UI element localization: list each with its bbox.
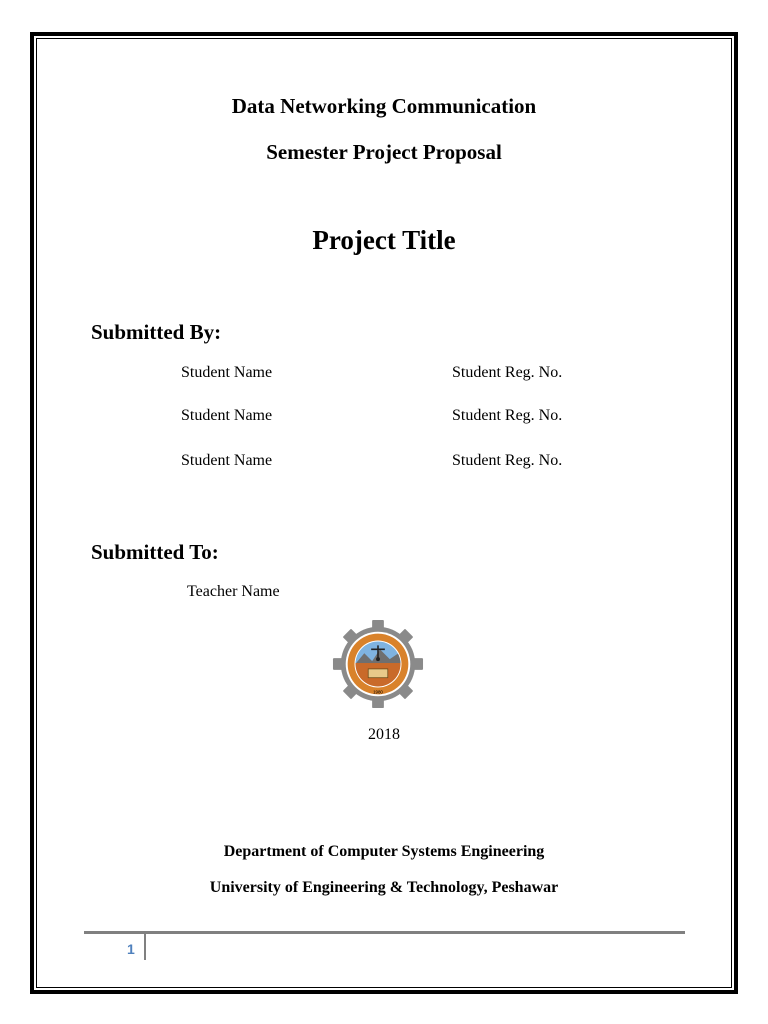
year: 2018 [368, 726, 400, 743]
teacher-name: Teacher Name [187, 583, 280, 600]
document-type: Semester Project Proposal [266, 140, 502, 164]
student-reg-no: Student Reg. No. [452, 452, 563, 469]
student-name: Student Name [181, 452, 273, 469]
department-name: Department of Computer Systems Engineering [223, 843, 545, 860]
university-seal-logo [329, 618, 427, 710]
submitted-to-heading: Submitted To: [91, 540, 219, 564]
project-title: Project Title [312, 225, 456, 255]
submitted-by-heading: Submitted By: [91, 320, 222, 344]
course-title: Data Networking Communication [231, 94, 537, 118]
student-reg-no: Student Reg. No. [452, 407, 563, 424]
student-name: Student Name [181, 407, 273, 424]
student-name: Student Name [181, 364, 273, 381]
student-reg-no: Student Reg. No. [452, 364, 563, 381]
footer-divider [84, 931, 685, 934]
page-number-separator [144, 934, 146, 960]
seal-year: 1980 [373, 689, 383, 695]
university-name: University of Engineering & Technology, Peshawar [209, 879, 559, 896]
page-number: 1 [127, 941, 135, 957]
